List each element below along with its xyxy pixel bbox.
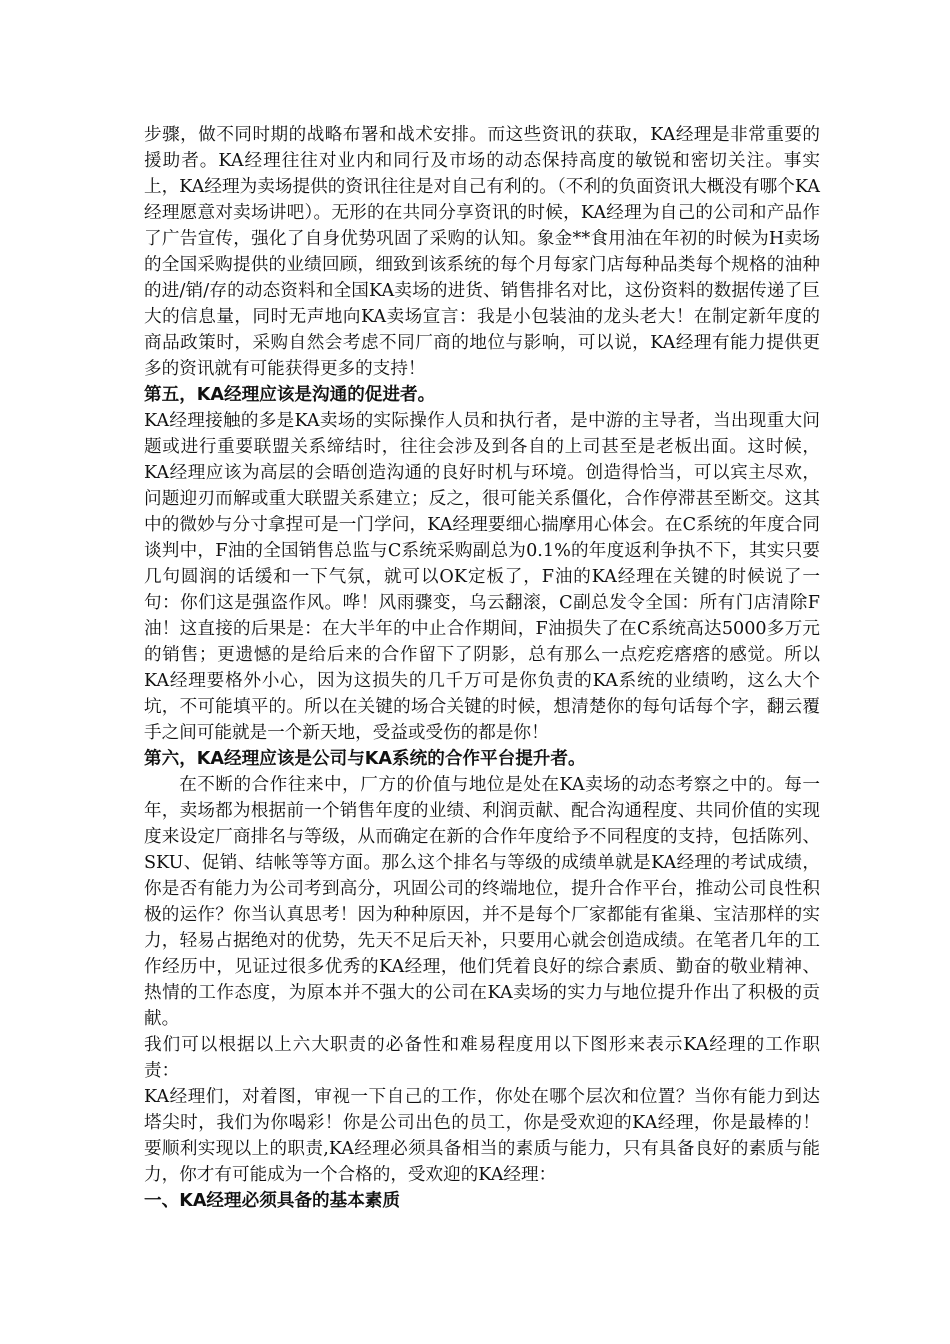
body-paragraph: KA经理接触的多是KA卖场的实际操作人员和执行者，是中游的主导者，当出现重大问题或进行重要联盟关系缔结时，往往会涉及到各自的上司甚至是老板出面。这时候，KA经理应该为高层的会晤创造沟通的良好时机与环境。创造得恰当，可以宾主尽欢，问题迎刃而解或重大联盟关系建立；反之，很可能关系僵化，合作停滞甚至断交。这其中的微妙与分寸拿捏可是一门学问，KA经理要细心揣摩用心体会。在C系统的年度合同谈判中，F油的全国销售总监与C系统采购副总为0.1%的年度返利争执不下，其实只要几句圆润的话缓和一下气氛，就可以OK定板了，F油的KA经理在关键的时候说了一句：你们这是强盗作风。哗！风雨骤变，乌云翻滚，C副总发令全国：所有门店清除F油！这直接的后果是：在大半年的中止合作期间，F油损失了在C系统高达5000多万元的销售；更遗憾的是给后来的合作留下了阴影，总有那么一点疙疙瘩瘩的感觉。所以KA经理要格外小心，因为这损失的几千万可是你负责的KA系统的业绩哟，这么大个坑，不可能填平的。所以在关键的场合关键的时候，想清楚你的每句话每个字，翻云覆手之间可能就是一个新天地，受益或受伤的都是你！	[144, 411, 820, 743]
body-paragraph: 我们可以根据以上六大职责的必备性和难易程度用以下图形来表示KA经理的工作职责：	[144, 1035, 820, 1081]
section-heading: 第五，KA经理应该是沟通的促进者。	[144, 385, 436, 405]
document-page	[144, 122, 820, 1214]
section-heading: 一、KA经理必须具备的基本素质	[144, 1191, 400, 1211]
section-heading: 第六，KA经理应该是公司与KA系统的合作平台提升者。	[144, 749, 586, 769]
body-paragraph: KA经理们，对着图，审视一下自己的工作，你处在哪个层次和位置？当你有能力到达塔尖时，我们为你喝彩！你是公司出色的员工，你是受欢迎的KA经理，你是最棒的！要顺利实现以上的职责,KA经理必须具备相当的素质与能力，只有具备良好的素质与能力，你才有可能成为一个合格的，受欢迎的KA经理：	[144, 1087, 820, 1185]
body-paragraph: 步骤，做不同时期的战略布署和战术安排。而这些资讯的获取，KA经理是非常重要的援助者。KA经理往往对业内和同行及市场的动态保持高度的敏锐和密切关注。事实上，KA经理为卖场提供的资讯往往是对自己有利的。（不利的负面资讯大概没有哪个KA经理愿意对卖场讲吧）。无形的在共同分享资讯的时候，KA经理为自己的公司和产品作了广告宣传，强化了自身优势巩固了采购的认知。象金**食用油在年初的时候为H卖场的全国采购提供的业绩回顾，细致到该系统的每个月每家门店每种品类每个规格的油种的进/销/存的动态资料和全国KA卖场的进货、销售排名对比，这份资料的数据传递了巨大的信息量，同时无声地向KA卖场宣言：我是小包装油的龙头老大！在制定新年度的商品政策时，采购自然会考虑不同厂商的地位与影响，可以说，KA经理有能力提供更多的资讯就有可能获得更多的支持！	[144, 125, 820, 379]
body-paragraph: 在不断的合作往来中，厂方的价值与地位是处在KA卖场的动态考察之中的。每一年，卖场都为根据前一个销售年度的业绩、利润贡献、配合沟通程度、共同价值的实现度来设定厂商排名与等级，从而确定在新的合作年度给予不同程度的支持，包括陈列、SKU、促销、结帐等等方面。那么这个排名与等级的成绩单就是KA经理的考试成绩，你是否有能力为公司考到高分，巩固公司的终端地位，提升合作平台，推动公司良性积极的运作？你当认真思考！因为种种原因，并不是每个厂家都能有雀巢、宝洁那样的实力，轻易占据绝对的优势，先天不足后天补，只要用心就会创造成绩。在笔者几年的工作经历中，见证过很多优秀的KA经理，他们凭着良好的综合素质、勤奋的敬业精神、热情的工作态度，为原本并不强大的公司在KA卖场的实力与地位提升作出了积极的贡献。	[144, 775, 820, 1029]
